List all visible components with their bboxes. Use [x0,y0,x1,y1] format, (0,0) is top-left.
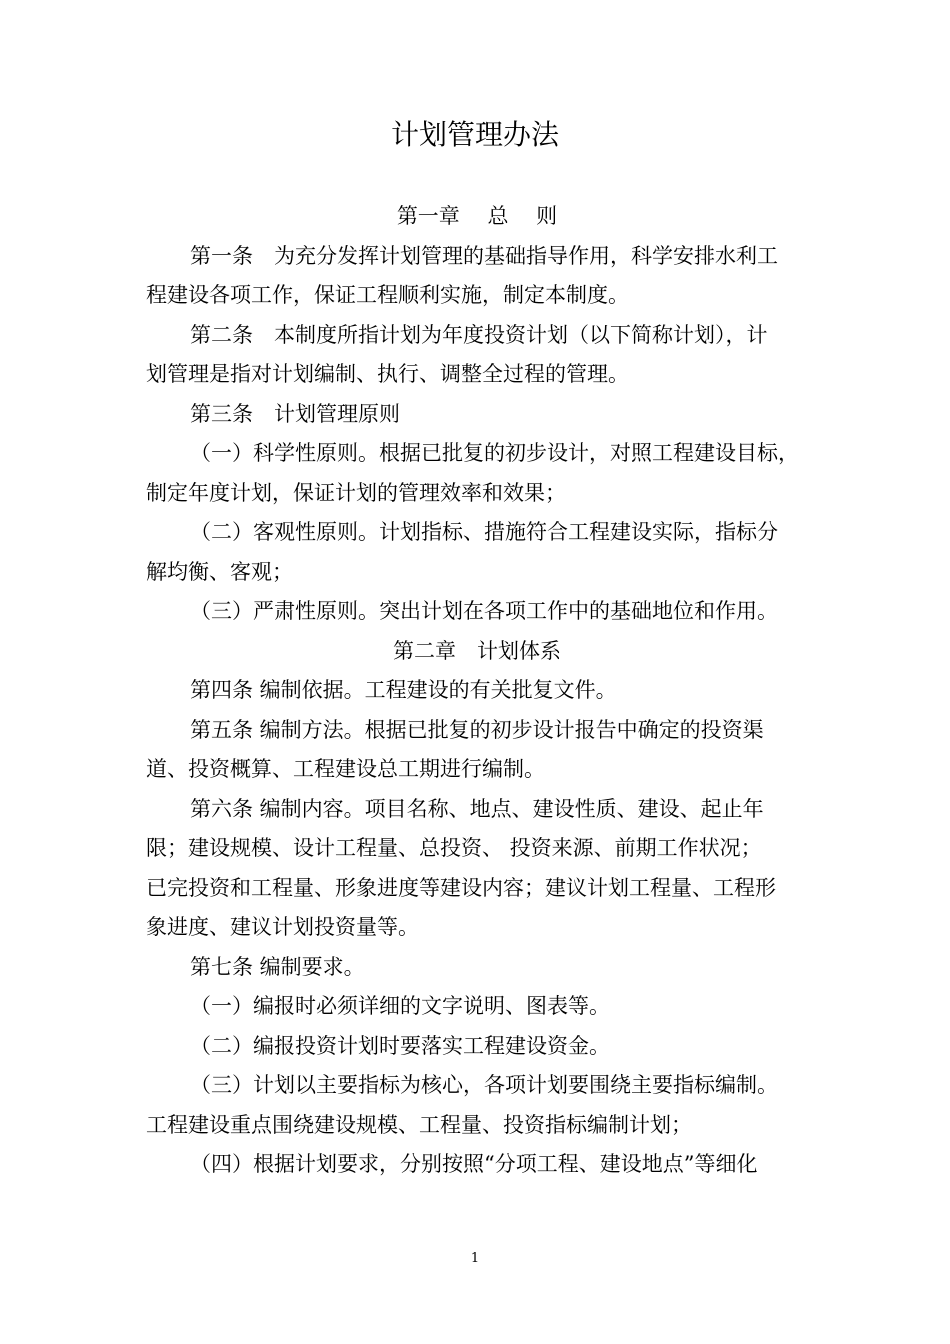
paragraph-line: 解均衡、客观； [146,559,293,584]
paragraph-line: （三）计划以主要指标为核心，各项计划要围绕主要指标编制。 [190,1073,778,1097]
paragraph-line: 划管理是指对计划编制、执行、调整全过程的管理。 [146,362,629,386]
chapter-heading: 第二章 计划体系 [393,638,561,663]
paragraph-line: 制定年度计划，保证计划的管理效率和效果； [146,480,566,505]
paragraph-line: 限；建设规模、设计工程量、总投资、 投资来源、前期工作状况； [146,836,762,860]
chapter-heading: 第一章 总 则 [396,204,558,228]
paragraph-line: 第三条 计划管理原则 [190,401,400,426]
paragraph-line: （二）编报投资计划时要落实工程建设资金。 [190,1033,610,1058]
document-title: 计划管理办法 [390,118,559,151]
paragraph-line: 第七条 编制要求。 [190,954,365,979]
paragraph-line: （四）根据计划要求，分别按照“分项工程、建设地点”等细化 [190,1152,758,1176]
paragraph-line: 已完投资和工程量、形象进度等建设内容；建议计划工程量、工程形 [146,875,776,900]
paragraph-line: 第五条 编制方法。根据已批复的初步设计报告中确定的投资渠 [190,717,764,742]
paragraph-line: 工程建设重点围绕建设规模、工程量、投资指标编制计划； [146,1112,692,1137]
paragraph-line: 第二条 本制度所指计划为年度投资计划（以下简称计划），计 [190,322,768,347]
paragraph-line: 道、投资概算、工程建设总工期进行编制。 [146,757,545,781]
page-number: 1 [470,1251,480,1266]
paragraph-line: （二）客观性原则。计划指标、措施符合工程建设实际，指标分 [190,520,778,544]
paragraph-line: （一）科学性原则。根据已批复的初步设计，对照工程建设目标， [190,441,799,465]
paragraph-line: 第六条 编制内容。项目名称、地点、建设性质、建设、起止年 [190,796,764,821]
paragraph-line: （三）严肃性原则。突出计划在各项工作中的基础地位和作用。 [190,599,778,623]
paragraph-line: 象进度、建议计划投资量等。 [146,915,419,939]
paragraph-line: 程建设各项工作，保证工程顺利实施，制定本制度。 [146,283,629,307]
paragraph-line: （一）编报时必须详细的文字说明、图表等。 [190,994,610,1018]
document-body [146,197,808,1185]
paragraph-line: 第一条 为充分发挥计划管理的基础指导作用，科学安排水利工 [190,243,778,268]
paragraph-line: 第四条 编制依据。工程建设的有关批复文件。 [190,678,617,702]
